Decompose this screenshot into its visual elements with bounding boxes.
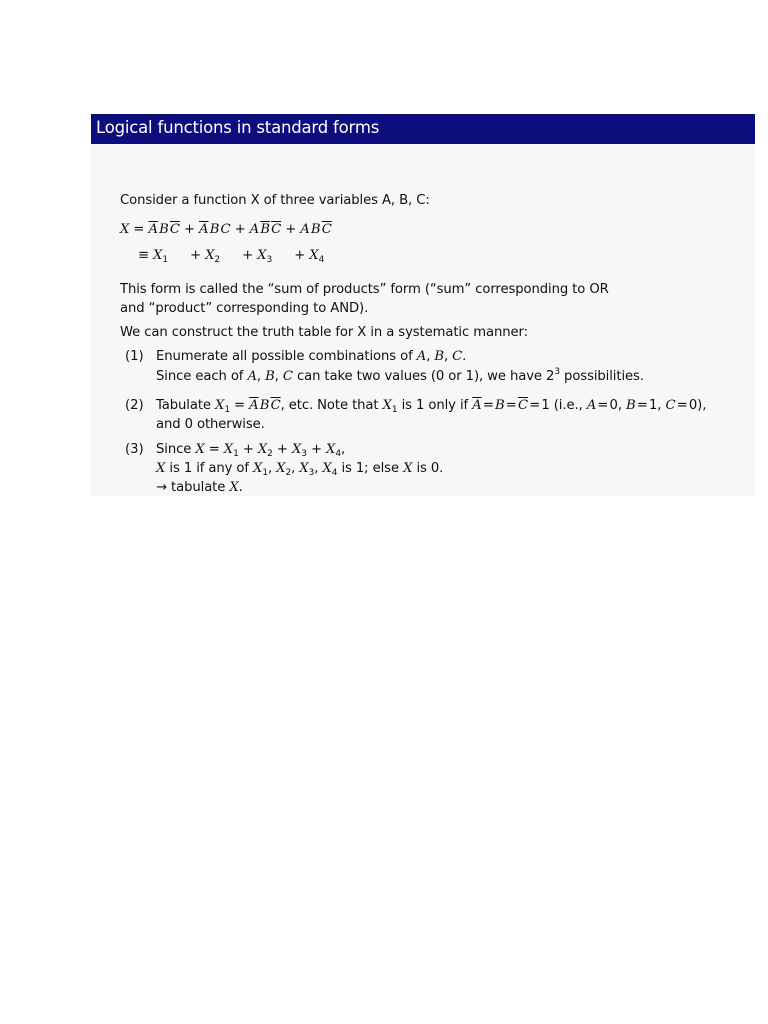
equation-terms: ≡ $X_1 + X_2 + X_3 + X_4$: [138, 248, 325, 265]
right-arrow-icon: →: [156, 480, 167, 495]
step-1-line-2: Since each of A, B, C can take two values (0 or 1), we have $2^3$ possibilities.: [156, 367, 644, 384]
slide-title: Logical functions in standard forms: [96, 118, 380, 137]
step-1-number: (1): [125, 349, 144, 364]
step-3-number: (3): [125, 442, 144, 457]
step-2-line-2: and 0 otherwise.: [156, 417, 265, 432]
step-2-number: (2): [125, 398, 144, 413]
step-3-line-1: Since $X = X_1 + X_2 + X_3 + X_4$,: [156, 442, 346, 459]
step-2-line-1: Tabulate $X_1 = \overline{A}$ B $\overline{C}$, etc. Note that $X_1$ is 1 only if $\overline{A}$ = B = $\overline{C}$ = 1 (i.e., A = 0, B = 1, C = 0),: [156, 398, 707, 415]
equation: $X = \overline{A}$ B $\overline{C} + \overline{A}$ B C + A $\overline{B}$ $\overline{C} + A$ B $\overline{C}$: [120, 222, 332, 237]
intro-text: Consider a function X of three variables A, B, C:: [120, 193, 430, 208]
step-3-line-3: → tabulate X.: [156, 480, 243, 495]
sop-line-1: This form is called the “sum of products” form (“sum” corresponding to OR: [120, 282, 609, 297]
sop-line-2: and “product” corresponding to AND).: [120, 301, 369, 316]
step-3-line-2: X is 1 if any of $X_1$, $X_2$, $X_3$, $X_4$ is 1; else X is 0.: [156, 461, 444, 478]
step-1-line-1: Enumerate all possible combinations of A, B, C.: [156, 349, 467, 364]
slide: [91, 114, 755, 496]
title-bar: [91, 114, 755, 144]
truth-table-intro: We can construct the truth table for X in a systematic manner:: [120, 325, 528, 340]
